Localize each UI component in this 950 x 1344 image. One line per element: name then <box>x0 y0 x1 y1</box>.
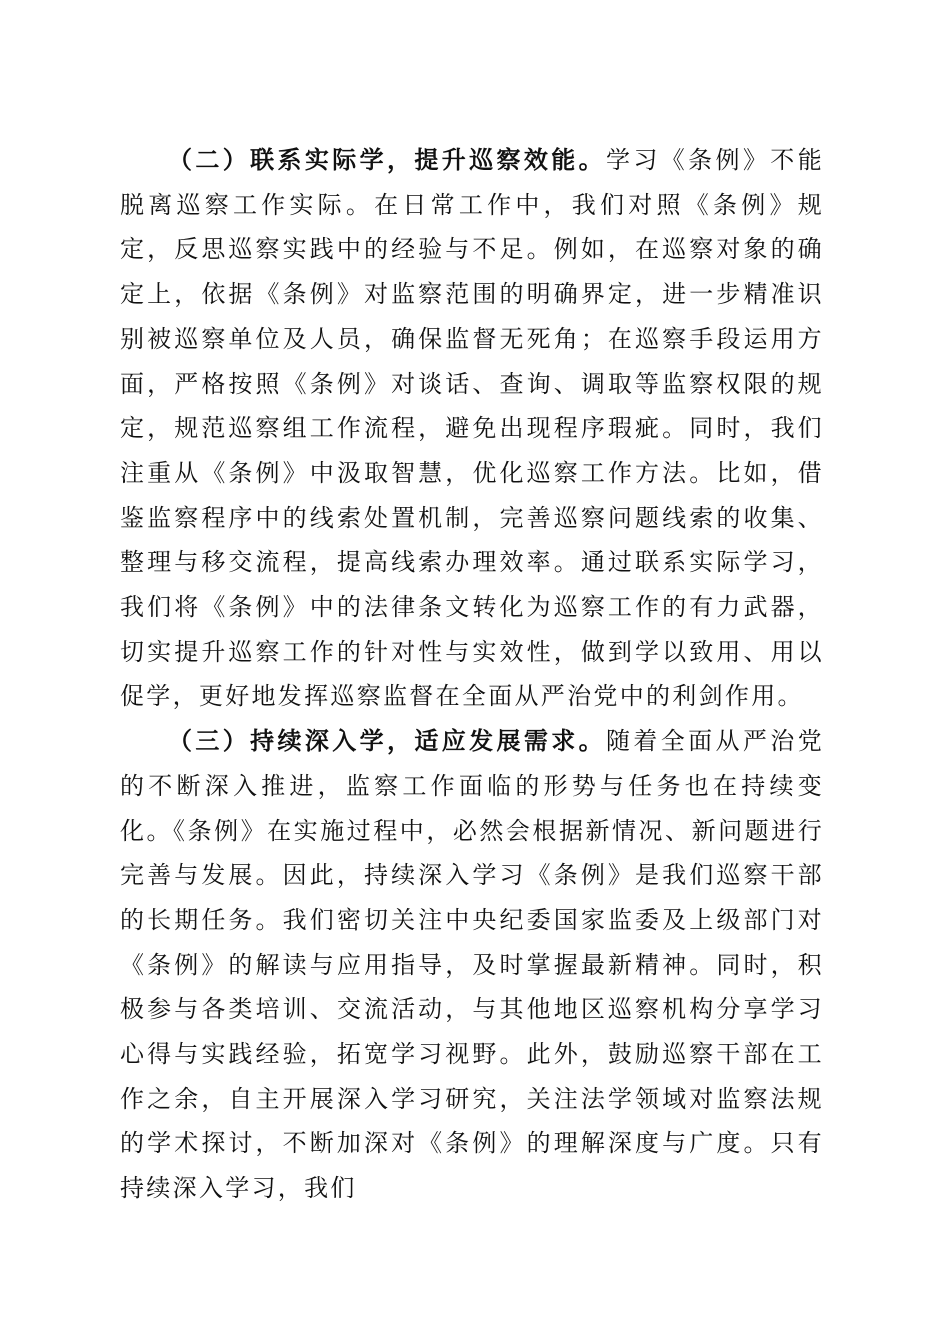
paragraph-3-body: 随着全面从严治党的不断深入推进，监察工作面临的形势与任务也在持续变化。《条例》在实施过程中，必然会根据新情况、新问题进行完善与发展。因此，持续深入学习《条例》是我们巡察干部的长期任务。我们密切关注中央纪委国家监委及上级部门对《条例》的解读与应用指导，及时掌握最新精神。同时，积极参与各类培训、交流活动，与其他地区巡察机构分享学习心得与实践经验，拓宽学习视野。此外，鼓励巡察干部在工作之余，自主开展深入学习研究，关注法学领域对监察法规的学术探讨，不断加深对《条例》的理解深度与广度。只有持续深入学习，我们 <box>120 727 824 1203</box>
paragraph-2-body: 学习《条例》不能脱离巡察工作实际。在日常工作中，我们对照《条例》规定，反思巡察实践中的经验与不足。例如，在巡察对象的确定上，依据《条例》对监察范围的明确界定，进一步精准识别被巡察单位及人员，确保监督无死角；在巡察手段运用方面，严格按照《条例》对谈话、查询、调取等监察权限的规定，规范巡察组工作流程，避免出现程序瑕疵。同时，我们注重从《条例》中汲取智慧，优化巡察工作方法。比如，借鉴监察程序中的线索处置机制，完善巡察问题线索的收集、整理与移交流程，提高线索办理效率。通过联系实际学习，我们将《条例》中的法律条文转化为巡察工作的有力武器，切实提升巡察工作的针对性与实效性，做到学以致用、用以促学，更好地发挥巡察监督在全面从严治党中的利剑作用。 <box>120 146 824 711</box>
paragraph-2-heading: （二）联系实际学，提升巡察效能。 <box>168 145 607 174</box>
document-page <box>120 138 824 1211</box>
paragraph-3-heading: （三）持续深入学，适应发展需求。 <box>168 726 607 756</box>
paragraph-2 <box>120 138 824 719</box>
paragraph-3 <box>120 719 824 1211</box>
